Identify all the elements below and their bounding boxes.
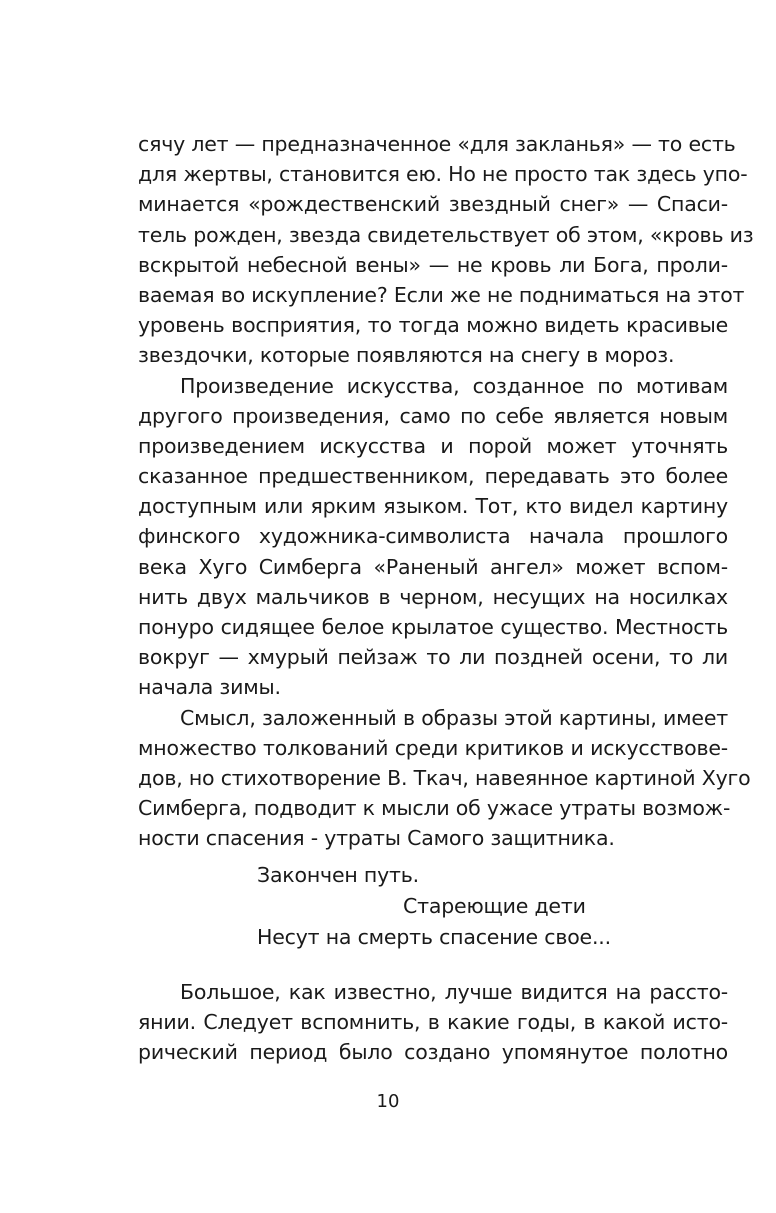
poem-line: Несут на смерть спасение свое... <box>257 925 611 949</box>
text-line: янии. Следует вспомнить, в какие годы, в какой исто- <box>138 1010 728 1035</box>
paragraph-1 <box>138 129 754 371</box>
text-line: Симберга, подводит к мысли об ужасе утраты возмож- <box>138 796 731 821</box>
paragraph-4 <box>138 977 728 1068</box>
text-line: начала зимы. <box>138 675 281 700</box>
text-line: вскрытой небесной вены» — не кровь ли Бога, проли- <box>138 252 728 277</box>
poem-line: Закончен путь. <box>257 863 419 887</box>
text-line: нить двух мальчиков в черном, несущих на носилках <box>138 584 728 609</box>
text-line: века Хуго Симберга «Раненый ангел» может вспом- <box>138 554 728 579</box>
text-line: ваемая во искупление? Если же не подниматься на этот <box>138 282 745 307</box>
text-line: сказанное предшественником, передавать это более <box>138 464 728 489</box>
text-line: финского художника-символиста начала прошлого <box>138 524 728 549</box>
text-line: доступным или ярким языком. Тот, кто видел картину <box>138 494 728 519</box>
body-text-block <box>138 129 754 854</box>
text-line: множество толкований среди критиков и искусствове- <box>138 735 728 760</box>
paragraph-2 <box>138 371 728 703</box>
text-line: рический период было создано упомянутое полотно <box>138 1040 728 1065</box>
page-number: 10 <box>376 1091 400 1112</box>
poem-line: Стареющие дети <box>403 894 586 918</box>
poem-quote <box>257 860 657 953</box>
text-line: тель рожден, звезда свидетельствует об этом, «кровь из <box>138 222 754 247</box>
text-line: звездочки, которые появляются на снегу в мороз. <box>138 343 675 368</box>
text-line: Произведение искусства, созданное по мотивам <box>180 373 728 398</box>
text-line: уровень восприятия, то тогда можно видеть красивые <box>138 313 728 338</box>
text-line: другого произведения, само по себе является новым <box>138 403 728 428</box>
text-line: ности спасения - утраты Самого защитника. <box>138 826 615 851</box>
text-line: Смысл, заложенный в образы этой картины, имеет <box>180 705 728 730</box>
text-line: сячу лет — предназначенное «для закланья» — то есть <box>138 132 736 156</box>
text-line: Большое, как известно, лучше видится на рассто- <box>180 980 728 1004</box>
text-line: вокруг — хмурый пейзаж то ли поздней осени, то ли <box>138 645 728 670</box>
text-line: для жертвы, становится ею. Но не просто так здесь упо- <box>138 162 748 187</box>
paragraph-3 <box>138 703 751 854</box>
text-line: понуро сидящее белое крылатое существо. Местность <box>138 615 728 639</box>
text-line: минается «рождественский звездный снег» — Спаси- <box>138 192 728 217</box>
text-line: произведением искусства и порой может уточнять <box>138 433 728 458</box>
text-line: дов, но стихотворение В. Ткач, навеянное картиной Хуго <box>138 765 751 790</box>
